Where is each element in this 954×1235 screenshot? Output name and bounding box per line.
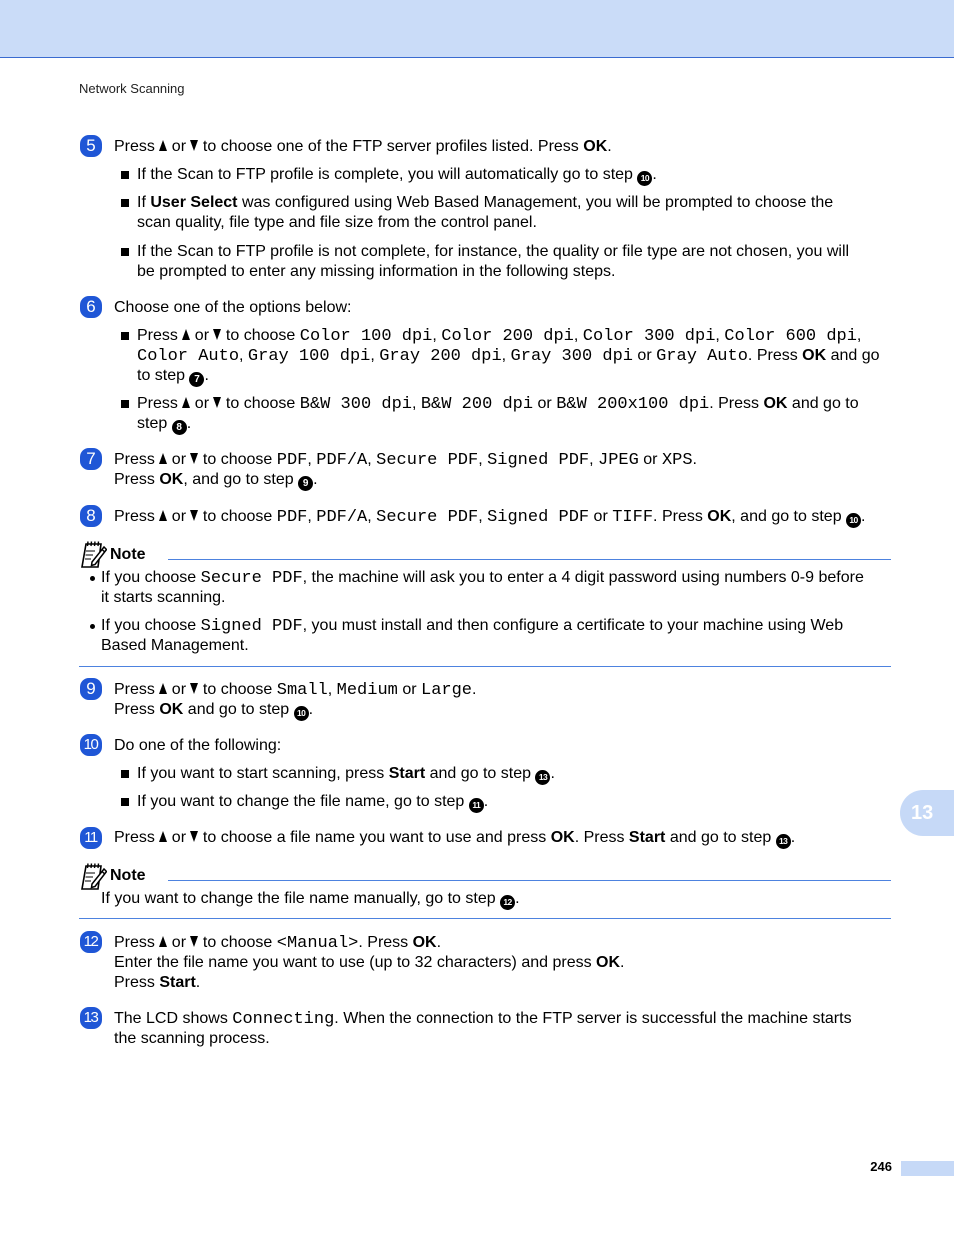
text-run: . Press xyxy=(747,347,803,364)
bold-text: Start xyxy=(159,974,196,991)
mono-text: PDF/A xyxy=(316,508,368,527)
text-line xyxy=(114,736,281,756)
mono-text: Color 600 dpi xyxy=(724,327,857,346)
text-run: or xyxy=(167,508,191,525)
text-run: or xyxy=(397,681,421,698)
bullet-dot-icon xyxy=(90,576,95,581)
text-run: If the Scan to FTP profile is not complete, for instance, the quality or file type are not chosen, you will xyxy=(137,243,850,260)
mono-text: Secure PDF xyxy=(376,508,479,527)
text-run: it starts scanning. xyxy=(101,589,226,606)
text-line xyxy=(137,165,657,185)
text-run: to choose xyxy=(198,508,277,525)
note-text xyxy=(101,889,520,909)
step-reference: 9 xyxy=(298,476,313,491)
text-run: , and go to step xyxy=(183,471,299,488)
mono-text: Secure PDF xyxy=(200,569,303,588)
text-run: Press xyxy=(114,471,160,488)
bullet-item xyxy=(137,792,488,812)
text-run: . xyxy=(308,701,314,718)
text-run: . Press xyxy=(358,934,413,951)
mono-text: PDF xyxy=(276,508,308,527)
text-run: and go to step xyxy=(425,765,536,782)
mono-text: TIFF xyxy=(612,508,654,527)
step-reference: 11 xyxy=(469,798,484,813)
step-number-badge: 13 xyxy=(80,1007,102,1029)
bold-text: OK xyxy=(412,934,437,951)
mono-text: Color 300 dpi xyxy=(582,327,716,346)
text-line xyxy=(137,414,859,434)
text-run: Press xyxy=(114,974,160,991)
note-bullet-item xyxy=(101,568,864,608)
text-run: . xyxy=(692,451,697,468)
text-run: and go to xyxy=(787,395,859,412)
text-line xyxy=(114,973,625,993)
text-line xyxy=(137,792,488,812)
bullet-item xyxy=(137,394,859,434)
text-run: or xyxy=(190,395,214,412)
text-run: . Press xyxy=(574,829,629,846)
text-line xyxy=(114,828,795,848)
note-footer-rule xyxy=(79,918,891,919)
mono-text: Medium xyxy=(336,681,398,700)
text-run: . xyxy=(313,471,318,488)
bullet-text xyxy=(137,394,859,434)
bold-text: OK xyxy=(802,347,827,364)
square-bullet-icon xyxy=(121,332,129,340)
text-run: and go to step xyxy=(665,829,776,846)
note-pencil-icon xyxy=(79,540,107,569)
mono-text: Color 100 dpi xyxy=(299,327,433,346)
text-line xyxy=(137,366,880,386)
text-run: to choose one of the FTP server profiles listed. Press xyxy=(198,138,584,155)
text-run: , xyxy=(478,508,488,525)
text-line xyxy=(114,933,625,953)
square-bullet-icon xyxy=(121,770,129,778)
text-run: Press xyxy=(114,451,160,468)
step-number-badge: 9 xyxy=(80,678,102,700)
text-run: , xyxy=(370,347,380,364)
footer-bar xyxy=(901,1161,954,1176)
text-run: , xyxy=(432,327,442,344)
text-run: step xyxy=(137,415,172,432)
text-run: , and go to step xyxy=(731,508,847,525)
text-run: . Press xyxy=(709,395,764,412)
text-line xyxy=(114,470,697,490)
text-run: or xyxy=(167,829,191,846)
page-number: 246 xyxy=(870,1159,892,1174)
text-line xyxy=(114,298,352,318)
text-run: If xyxy=(137,194,151,211)
text-run: , xyxy=(411,395,421,412)
step-reference: 12 xyxy=(500,895,515,910)
text-run: If the Scan to FTP profile is complete, you will automatically go to step xyxy=(137,166,638,183)
step-reference: 8 xyxy=(172,420,187,435)
text-run: If you choose xyxy=(101,617,201,634)
bullet-item xyxy=(137,242,849,282)
step-reference: 10 xyxy=(846,513,861,528)
text-run: , xyxy=(589,451,598,468)
step-instruction xyxy=(114,450,697,490)
mono-text: Color Auto xyxy=(137,347,240,366)
text-line xyxy=(114,450,697,470)
text-run: or xyxy=(632,347,657,364)
text-run: If you choose xyxy=(101,569,201,586)
text-run: . xyxy=(861,508,866,525)
note-header-rule xyxy=(168,559,891,560)
bullet-item xyxy=(137,326,880,386)
bullet-text xyxy=(137,326,880,386)
text-line xyxy=(114,1009,852,1029)
text-run: , xyxy=(501,347,511,364)
text-line xyxy=(114,1029,852,1049)
step-number-badge: 11 xyxy=(80,827,102,849)
bullet-item xyxy=(137,193,833,233)
text-run: or xyxy=(167,138,191,155)
text-line xyxy=(101,588,864,608)
text-line xyxy=(101,636,843,656)
text-run: to choose xyxy=(198,681,277,698)
step-instruction xyxy=(114,736,281,756)
bold-text: OK xyxy=(583,138,608,155)
note-pencil-icon xyxy=(79,862,107,891)
text-line xyxy=(114,953,625,973)
text-run: , xyxy=(367,451,377,468)
text-run: or xyxy=(167,934,191,951)
text-run: Press xyxy=(114,701,160,718)
note-label: Note xyxy=(110,867,146,884)
text-run: or xyxy=(638,451,662,468)
mono-text: Gray 300 dpi xyxy=(510,347,633,366)
text-run: to choose xyxy=(221,395,300,412)
mono-text: B&W 200x100 dpi xyxy=(556,395,710,414)
text-line xyxy=(137,394,859,414)
note-label: Note xyxy=(110,546,146,563)
mono-text: PDF xyxy=(276,451,308,470)
mono-text: PDF/A xyxy=(316,451,368,470)
bold-text: OK xyxy=(159,471,184,488)
square-bullet-icon xyxy=(121,400,129,408)
text-run: to choose xyxy=(221,327,300,344)
mono-text: Color 200 dpi xyxy=(441,327,574,346)
text-line xyxy=(137,242,849,262)
mono-text: Signed PDF xyxy=(200,617,303,636)
text-run: and go xyxy=(826,347,880,364)
text-line xyxy=(101,568,864,588)
bold-text: OK xyxy=(159,701,184,718)
bullet-text xyxy=(137,165,657,185)
text-run: . xyxy=(436,934,442,951)
text-run: Press xyxy=(137,327,183,344)
text-line xyxy=(101,889,520,909)
text-line xyxy=(137,193,833,213)
bullet-dot-icon xyxy=(90,624,95,629)
text-run: to choose xyxy=(198,451,277,468)
mono-text: Gray 100 dpi xyxy=(247,347,371,366)
text-run: Choose one of the options below: xyxy=(114,299,352,316)
text-run: . xyxy=(195,974,201,991)
step-instruction xyxy=(114,507,865,527)
text-run: Press xyxy=(114,934,160,951)
text-run: or xyxy=(190,327,214,344)
text-run: or xyxy=(589,508,613,525)
text-run: or xyxy=(167,451,191,468)
text-line xyxy=(137,262,849,282)
step-number-badge: 8 xyxy=(80,505,102,527)
text-line xyxy=(101,616,843,636)
note-footer-rule xyxy=(79,666,891,667)
text-run: If you want to change the file name manually, go to step xyxy=(101,890,501,907)
step-number-badge: 7 xyxy=(80,448,102,470)
mono-text: Signed PDF xyxy=(487,508,590,527)
mono-text: Gray 200 dpi xyxy=(379,347,502,366)
text-run: , xyxy=(715,327,725,344)
text-run: Enter the file name you want to use (up to 32 characters) and press xyxy=(114,954,597,971)
text-run: or xyxy=(167,681,191,698)
text-line xyxy=(137,326,880,346)
bullet-text xyxy=(137,764,555,784)
text-run: . xyxy=(472,681,477,698)
note-header-rule xyxy=(168,880,891,881)
text-run: Press xyxy=(114,681,160,698)
note-text xyxy=(101,568,864,608)
text-run: , xyxy=(367,508,377,525)
mono-text: <Manual> xyxy=(276,934,359,953)
text-run: . xyxy=(515,890,520,907)
text-line xyxy=(114,700,476,720)
text-run: , xyxy=(856,327,862,344)
text-run: , xyxy=(307,451,317,468)
text-run: . xyxy=(204,367,209,384)
bold-text: OK xyxy=(763,395,788,412)
mono-text: XPS xyxy=(661,451,693,470)
text-run: was configured using Web Based Management, you will be prompted to choose the xyxy=(237,194,834,211)
text-run: Based Management. xyxy=(101,637,249,654)
step-number-badge: 6 xyxy=(80,296,102,318)
mono-text: B&W 300 dpi xyxy=(299,395,412,414)
text-run: . xyxy=(550,765,555,782)
step-instruction xyxy=(114,828,795,848)
step-instruction xyxy=(114,1009,852,1049)
step-instruction xyxy=(114,933,625,993)
text-run: Press xyxy=(137,395,183,412)
text-line xyxy=(137,213,833,233)
text-run: scan quality, file type and file size from the control panel. xyxy=(137,214,537,231)
square-bullet-icon xyxy=(121,798,129,806)
text-run: . Press xyxy=(653,508,708,525)
mono-text: Connecting xyxy=(232,1010,335,1029)
step-instruction xyxy=(114,680,476,720)
bold-text: OK xyxy=(707,508,732,525)
text-run: If you want to start scanning, press xyxy=(137,765,389,782)
step-instruction xyxy=(114,298,352,318)
text-run: Press xyxy=(114,138,160,155)
text-run: be prompted to enter any missing information in the following steps. xyxy=(137,263,616,280)
step-reference: 13 xyxy=(535,770,550,785)
text-run: . xyxy=(620,954,625,971)
step-number-badge: 10 xyxy=(80,734,102,756)
square-bullet-icon xyxy=(121,199,129,207)
text-run: and go to step xyxy=(183,701,294,718)
bold-text: Start xyxy=(388,765,426,782)
bold-text: OK xyxy=(596,954,621,971)
bullet-text xyxy=(137,242,849,282)
text-run: . xyxy=(483,793,489,810)
note-bullet-item xyxy=(101,616,843,656)
text-run: to choose a file name you want to use and press xyxy=(198,829,551,846)
text-line xyxy=(137,346,880,366)
text-line xyxy=(137,764,555,784)
text-run: , xyxy=(327,681,337,698)
header-band xyxy=(0,0,954,58)
mono-text: Secure PDF xyxy=(376,451,479,470)
text-run: , the machine will ask you to enter a 4 digit password using numbers 0-9 before xyxy=(302,569,864,586)
note-item xyxy=(101,889,520,909)
mono-text: Small xyxy=(276,681,328,700)
bold-text: Start xyxy=(628,829,666,846)
chapter-tab: 13 xyxy=(900,790,954,836)
bullet-item xyxy=(137,764,555,784)
text-run: . xyxy=(790,829,796,846)
text-run: to choose xyxy=(198,934,277,951)
note-text xyxy=(101,616,843,656)
step-reference: 10 xyxy=(637,171,652,186)
square-bullet-icon xyxy=(121,248,129,256)
text-run: , xyxy=(478,451,488,468)
text-run: , xyxy=(573,327,583,344)
step-number-badge: 12 xyxy=(80,931,102,953)
bold-text: OK xyxy=(550,829,575,846)
text-run: The LCD shows xyxy=(114,1010,233,1027)
text-run: . xyxy=(186,415,192,432)
mono-text: Gray Auto xyxy=(656,347,748,366)
mono-text: Signed PDF xyxy=(487,451,590,470)
text-line xyxy=(114,680,476,700)
text-run: Press xyxy=(114,829,160,846)
mono-text: Large xyxy=(421,681,473,700)
square-bullet-icon xyxy=(121,171,129,179)
text-line xyxy=(114,507,865,527)
text-run: , xyxy=(307,508,317,525)
text-run: Do one of the following: xyxy=(114,737,282,754)
step-instruction xyxy=(114,137,612,157)
mono-text: B&W 200 dpi xyxy=(420,395,534,414)
text-run: If you want to change the file name, go to step xyxy=(137,793,469,810)
text-run: or xyxy=(533,395,557,412)
text-run: . When the connection to the FTP server is successful the machine starts xyxy=(334,1010,852,1027)
bold-text: User Select xyxy=(150,194,238,211)
text-run: to step xyxy=(137,367,190,384)
text-run: the scanning process. xyxy=(114,1030,270,1047)
text-run: , you must install and then configure a certificate to your machine using Web xyxy=(302,617,844,634)
text-run: . xyxy=(652,166,657,183)
step-number-badge: 5 xyxy=(80,135,102,157)
bullet-text xyxy=(137,193,833,233)
bullet-item xyxy=(137,165,657,185)
text-run: , xyxy=(239,347,248,364)
step-reference: 13 xyxy=(776,834,791,849)
mono-text: JPEG xyxy=(598,451,639,470)
step-reference: 7 xyxy=(189,372,204,387)
section-title: Network Scanning xyxy=(79,81,185,96)
text-line xyxy=(114,137,612,157)
text-run: . xyxy=(607,138,612,155)
bullet-text xyxy=(137,792,488,812)
step-reference: 10 xyxy=(294,706,309,721)
text-run: Press xyxy=(114,508,160,525)
